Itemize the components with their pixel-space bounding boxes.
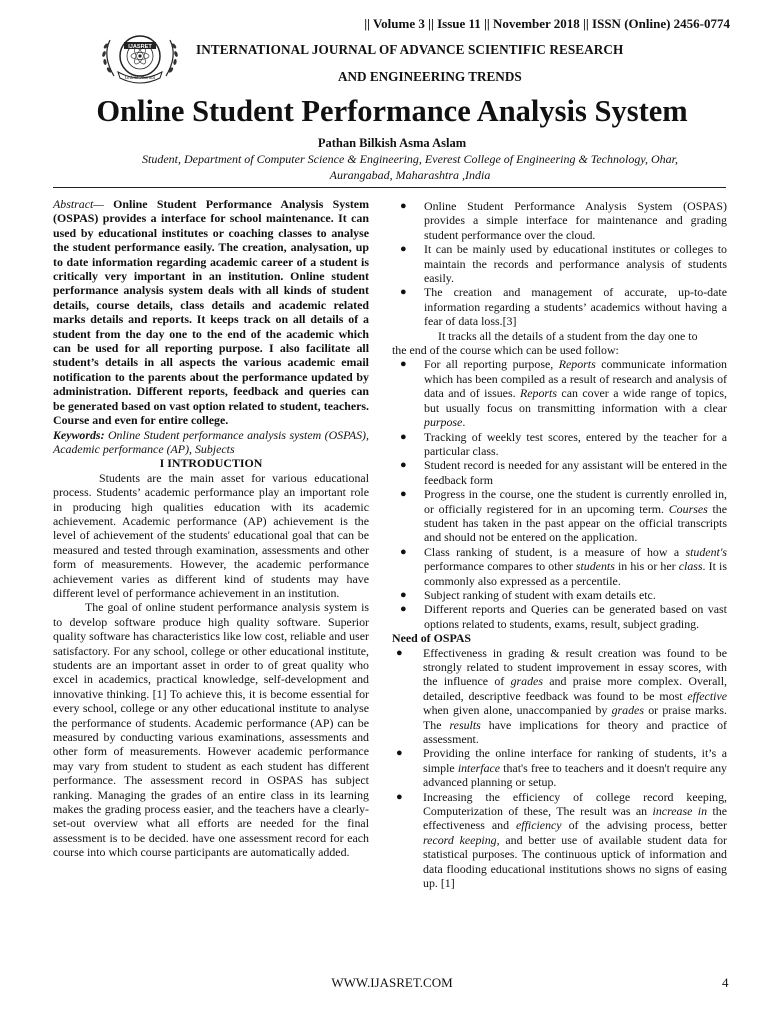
bullet-icon: ●: [396, 790, 403, 803]
list-item: ● Providing the online interface for ranking of students, it’s a simple interface that's free to teachers and it doesn't require any advanced planning or setup.: [396, 746, 727, 790]
list-item-text: The creation and management of accurate, up-to-date information regarding a students’ academics without having a fear of data loss.[3]: [424, 285, 727, 329]
bullet-icon: ●: [400, 243, 407, 256]
list-item-text: Tracking of weekly test scores, entered by the teacher for a particular class.: [424, 429, 727, 458]
bullet-icon: ●: [400, 545, 407, 558]
list-item: [392, 199, 727, 242]
bullet-icon: ●: [400, 588, 407, 601]
header-divider: [53, 187, 726, 188]
tracks-line2: the end of the course which can be used follow:: [392, 343, 619, 358]
list-item: ● For all reporting purpose, Reports communicate information which has been compiled as a result of research and analysis of data and of issues. Reports can cover a wide range of topics, but usually focus on transmitting information with a clear purpose.: [400, 357, 728, 430]
list-item: [392, 458, 727, 487]
footer-website[interactable]: WWW.IJASRET.COM: [331, 975, 453, 990]
keywords-label: Keywords:: [53, 427, 105, 442]
list-item: ● Increasing the efficiency of college record keeping, Computerization of these, The result was an increase in the effectiveness and efficiency of the advising process, better record keeping, and better use of available student data for statistical purposes. The continuous uptick of information and data flooding educational institutions shows no signs of easing up. [1]: [396, 789, 728, 891]
journal-name-line1: INTERNATIONAL JOURNAL OF ADVANCE SCIENTIFIC RESEARCH: [196, 42, 624, 57]
abstract-label: Abstract—: [53, 197, 104, 211]
bullet-icon: ●: [400, 358, 407, 371]
keywords: [53, 428, 369, 457]
need-bullet-list: [392, 646, 727, 891]
list-item-text: It can be mainly used by educational institutes or colleges to maintain the records and performance analysis of students easily.: [424, 242, 727, 286]
list-item: [392, 588, 727, 602]
right-column: [392, 199, 727, 891]
bullet-icon: ●: [400, 200, 407, 212]
bullet-icon: ●: [396, 747, 403, 760]
affiliation-line1: Student, Department of Computer Science & Engineering, Everest College of Engineering & Technology, Ohar,: [141, 152, 679, 166]
logo-text-top: IJASRET: [128, 43, 152, 50]
affiliation-line2: Aurangabad, Maharashtra ,India: [329, 167, 491, 182]
volume-line: || Volume 3 || Issue 11 || November 2018 || ISSN (Online) 2456-0774: [364, 16, 730, 31]
bullet-icon: ●: [400, 430, 407, 443]
abstract: [53, 197, 369, 428]
list-item-text: Different reports and Queries can be generated based on vast options related to students, exams, result, subject grading.: [424, 602, 727, 631]
left-column: [53, 197, 369, 860]
list-item: ● Effectiveness in grading & result creation was found to be strongly related to student improvement in essay scores, with the influence of grades and praise more complex. Overall, detailed, descriptive feedback was found to be most effective when given alone, unaccompanied by grades or praise marks. The results have implications for theory and practice of assessment.: [396, 645, 728, 747]
list-item: [392, 242, 727, 285]
list-item: [392, 285, 727, 328]
list-item: ● Progress in the course, one the student is currently enrolled in, or officially registered for in an upcoming term. Courses the student has taken in the past appear on the official transcripts and should not be entered on the application.: [400, 487, 728, 545]
features-bullet-list: [392, 357, 727, 631]
logo-text-bottom: Online Journal: [124, 76, 156, 81]
page-number: 4: [722, 975, 729, 990]
bullet-icon: ●: [396, 646, 403, 659]
need-heading: Need of OSPAS: [392, 631, 472, 646]
bullet-icon: ●: [400, 459, 407, 472]
journal-name-line2: AND ENGINEERING TRENDS: [338, 69, 522, 84]
tracks-line1: It tracks all the details of a student from the day one to: [438, 328, 698, 343]
section-heading-introduction: I INTRODUCTION: [159, 456, 263, 471]
list-item-text: Online Student Performance Analysis System (OSPAS) provides a simple interface for maintenance and grading student performance over the cloud.: [424, 199, 727, 242]
intro-paragraph-1: Students are the main asset for various educational process. Students’ academic performance play an important role in producing high qualities education with its academic achievement. Academic performance (AP) achievement is the level of achievement of the students' educational goal that can be measured and tested through examination, assessments and other form of measurements. However, the academic performance achievement varies as different kind of students may have different level of performance achievement in an institution.: [53, 470, 369, 600]
bullet-icon: ●: [400, 286, 407, 299]
tracks-paragraph: [392, 329, 727, 358]
paper-affiliation: [110, 152, 710, 183]
abstract-body: Online Student Performance Analysis System (OSPAS) provides a interface for school maintenance. It can used by educational institutes or coaching classes to analyse the student performance easily. The creation, analysation, up to date information regarding academic career of a student is critically very important in an institution. Online student performance analysis system deals with all kinds of student details, course details, class details and academic related marks details and reports. It keeps track on all details of a student from the day one to the end of the academic which can be used for all reporting purpose. I also facilitate all student’s details in all aspects the various academic email notification to the parents about the performance updated by administration. Different reports, feedback and queries can be generated based on vast option related to student, teachers. Course and even for entire college.: [53, 197, 369, 428]
paper-title: Online Student Performance Analysis System: [96, 94, 688, 128]
list-item: [392, 430, 727, 459]
journal-logo: [96, 30, 184, 86]
list-item-text: Subject ranking of student with exam details etc.: [424, 587, 656, 602]
bullet-icon: ●: [400, 488, 407, 501]
list-item: [392, 602, 727, 631]
list-item-text: Student record is needed for any assistant will be entered in the feedback form: [424, 458, 727, 487]
bullet-icon: ●: [400, 603, 407, 616]
list-item: ● Class ranking of student, is a measure of how a student's performance compares to other students in his or her class. It is commonly also expressed as a percentile.: [400, 544, 727, 588]
paper-author: Pathan Bilkish Asma Aslam: [317, 136, 467, 150]
intro-paragraph-2: The goal of online student performance analysis system is to develop software produce high quality software. Superior quality software has characteristics like low cost, reliable and user satisfactory. For any school, college or other educational institute, students are an important asset in order to of great quality who excel in academics, practical knowledge, self-development and innovative thinking. [1] To achieve this, it is become essential for every school, college or any other educational institute to analyse the performance of students. Academic performance (AP) can be measured by conducting various examinations, assessments and other form of measurements. However academic performance may vary from student to student as each student has different performance. The assessment record in OSPAS has subject ranking. Managing the grades of an entire class in its learning makes the grading process easier, and the teachers have a clearly-set-out overview what all efforts are needed for the final assessment is to be decided. have one assessment record for each course into which course participants are automatically added.: [53, 600, 369, 860]
keywords-body: Online Student performance analysis system (OSPAS), Academic performance (AP), Subjects: [53, 427, 369, 456]
overview-bullet-list: [392, 199, 727, 329]
